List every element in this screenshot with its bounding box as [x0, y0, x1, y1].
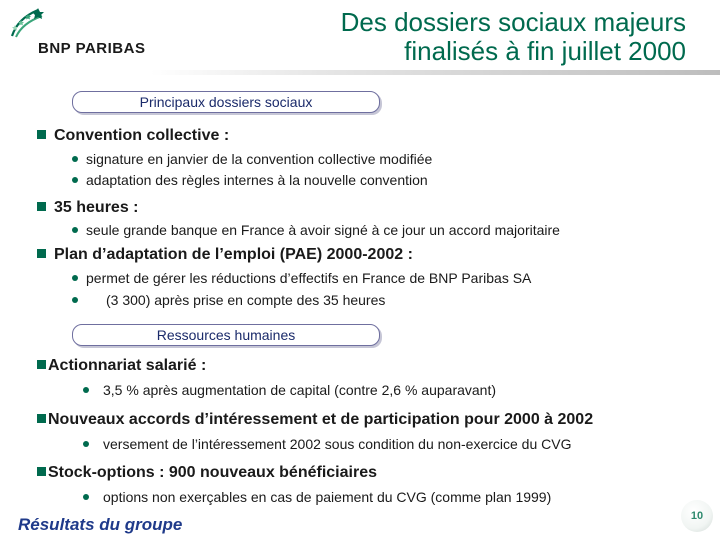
- section-pill-principaux: Principaux dossiers sociaux: [72, 91, 380, 113]
- title-line-2: finalisés à fin juillet 2000: [404, 36, 686, 66]
- item-label: Plan d’adaptation de l’emploi (PAE) 2000-2002 :: [54, 246, 413, 263]
- sub-bullet-text: 3,5 % après augmentation de capital (contre 2,6 % auparavant): [103, 382, 497, 398]
- item-interessement: [37, 411, 593, 429]
- sub-bullet-text: permet de gérer les réductions d’effectifs en France de BNP Paribas SA: [86, 270, 532, 286]
- dot-bullet-icon: [83, 494, 89, 500]
- item-label: Nouveaux accords d’intéressement et de participation pour 2000 à 2002: [48, 411, 594, 428]
- title-underline: [150, 70, 720, 75]
- dot-bullet-icon: [72, 275, 78, 281]
- item-actionnariat: [37, 357, 206, 375]
- item-label: Convention collective :: [54, 127, 230, 144]
- item-label: 35 heures :: [54, 199, 139, 216]
- sub-bullet: [72, 270, 531, 286]
- sub-bullet-text: seule grande banque en France à avoir signé à ce jour un accord majoritaire: [86, 222, 560, 238]
- dot-bullet-icon: [83, 441, 89, 447]
- square-bullet-icon: [37, 467, 46, 476]
- sub-bullet-text: options non exerçables en cas de paiement du CVG (comme plan 1999): [103, 489, 552, 505]
- footer-label: Résultats du groupe: [18, 515, 183, 534]
- dot-bullet-icon: [72, 177, 78, 183]
- sub-bullet: [72, 292, 385, 308]
- dot-bullet-icon: [72, 156, 78, 162]
- item-label: Actionnariat salarié :: [48, 357, 207, 374]
- square-bullet-icon: [37, 130, 46, 139]
- square-bullet-icon: [37, 360, 46, 369]
- sub-bullet: [83, 436, 571, 452]
- item-stock-options: [37, 464, 377, 482]
- sub-bullet: [83, 489, 551, 505]
- sub-bullet: [72, 222, 560, 238]
- bnp-paribas-logo: [8, 6, 146, 66]
- logo-text: BNP PARIBAS: [38, 40, 146, 57]
- section-pill-ressources: Ressources humaines: [72, 324, 380, 346]
- dot-bullet-icon: [72, 297, 78, 303]
- item-convention: [37, 127, 229, 145]
- item-pae: [37, 246, 413, 264]
- sub-bullet: [83, 382, 496, 398]
- sub-bullet: [72, 151, 432, 167]
- square-bullet-icon: [37, 202, 46, 211]
- title-line-1: Des dossiers sociaux majeurs: [340, 7, 686, 37]
- page-number-badge: 10: [681, 500, 713, 532]
- square-bullet-icon: [37, 249, 46, 258]
- sub-bullet-text: versement de l’intéressement 2002 sous condition du non-exercice du CVG: [103, 436, 572, 452]
- sub-bullet-text: (3 300) après prise en compte des 35 heures: [106, 292, 386, 308]
- sub-bullet: [72, 172, 428, 188]
- page-title: [246, 8, 686, 66]
- dot-bullet-icon: [72, 227, 78, 233]
- dot-bullet-icon: [83, 387, 89, 393]
- sub-bullet-text: signature en janvier de la convention collective modifiée: [86, 151, 433, 167]
- stars-logo-icon: [8, 6, 48, 40]
- sub-bullet-text: adaptation des règles internes à la nouvelle convention: [86, 172, 428, 188]
- item-35-heures: [37, 199, 138, 217]
- square-bullet-icon: [37, 414, 46, 423]
- item-label: Stock-options : 900 nouveaux bénéficiaires: [48, 464, 377, 481]
